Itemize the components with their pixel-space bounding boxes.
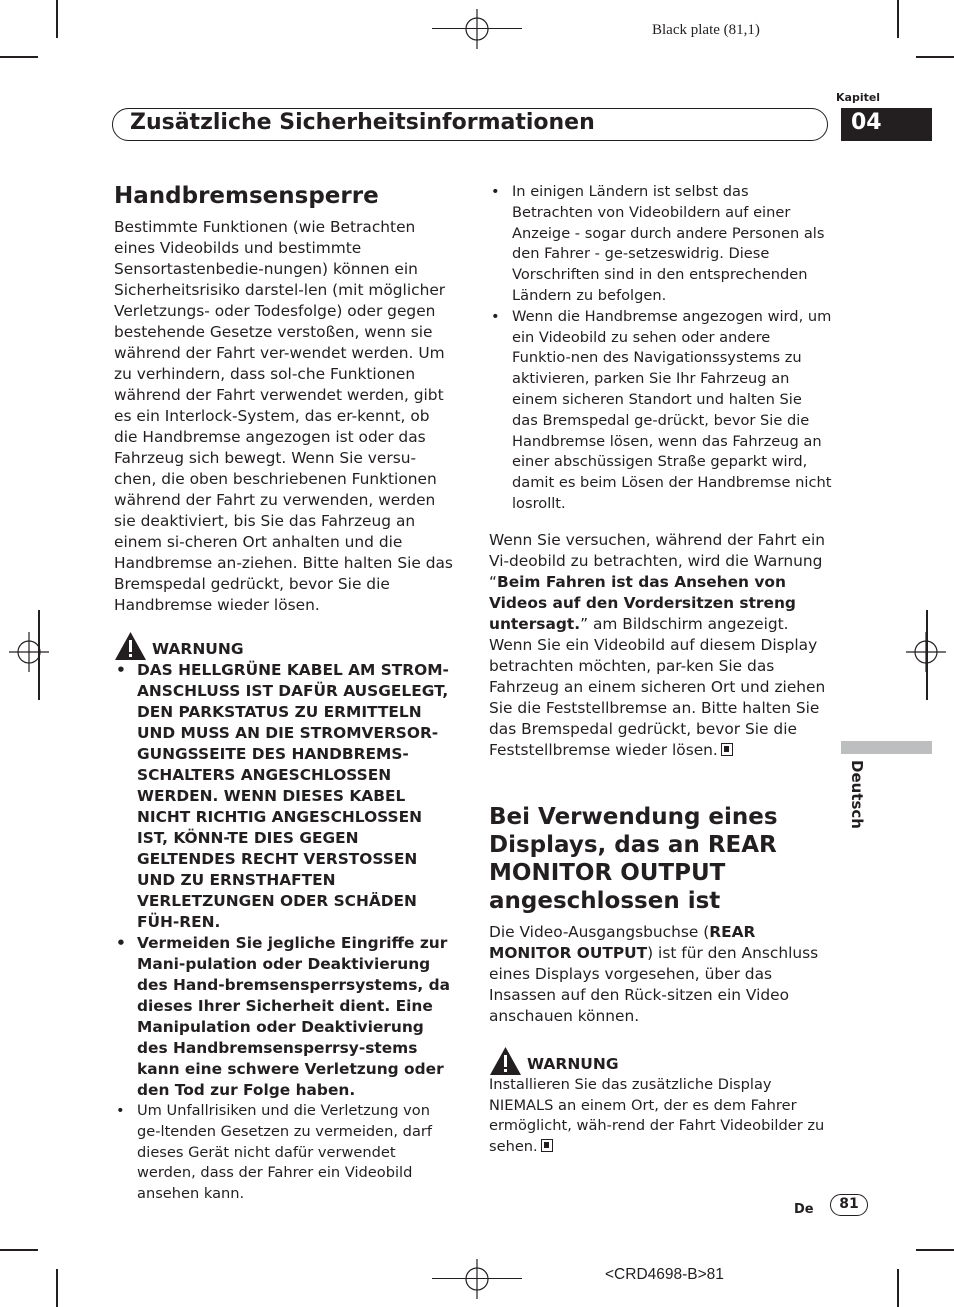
- paragraph-text: Wenn Sie versuchen, während der Fahrt ein Vi-deobild zu betrachten, wird die Warnung “: [489, 530, 825, 591]
- crop-mark: [0, 1249, 38, 1251]
- crop-mark: [916, 56, 954, 58]
- chapter-label: Kapitel: [836, 91, 881, 104]
- paragraph-text: ) ist für den Anschluss eines Displays vorgesehen, über das Insassen auf den Rück-sitzen ein Video anschauen können.: [489, 943, 819, 1025]
- paragraph-text: Die Video-Ausgangsbuchse (: [489, 922, 710, 941]
- right-column: [489, 182, 832, 1158]
- list-item-text: DAS HELLGRÜNE KABEL AM STROM-ANSCHLUSS IST DAFÜR AUSGELEGT, DEN PARKSTATUS ZU ERMITTELN UND MUSS AN DIE STROMVERSOR-GUNGSSEITE DES HANDBREMS-SCHALTERS ANGESCHLOSSEN WERDEN. WENN DIESES KABEL NICHT RICHTIG ANGESCHLOSSEN IST, KÖNN-TE DIES GEGEN GELTENDES RECHT VERSTOSSEN UND ZU ERNSTHAFTEN VERLETZUNGEN ODER SCHÄDEN FÜH-REN.: [137, 661, 449, 931]
- section-title: Zusätzliche Sicherheitsinformationen: [130, 110, 595, 135]
- warning-label: WARNUNG: [527, 1054, 619, 1073]
- bullet: •: [491, 307, 500, 325]
- list-item: [489, 182, 832, 307]
- warning-list: [114, 660, 456, 1205]
- crop-mark: [56, 1269, 58, 1307]
- page-heading: Handbremsensperre: [114, 183, 379, 209]
- bullet: •: [116, 661, 126, 679]
- page-number: 81: [830, 1194, 868, 1216]
- warning-triangle-icon: [489, 1046, 522, 1076]
- crop-mark: [916, 1249, 954, 1251]
- list-item: [114, 933, 456, 1101]
- registration-mark-icon: [9, 632, 49, 672]
- list-item-text: In einigen Ländern ist selbst das Betrachten von Videobildern auf einer Anzeige - sogar durch andere Personen als den Fahrer - ge-setzeswidrig. Diese Vorschriften sind in den entsprechenden Ländern zu befolgen.: [512, 183, 825, 304]
- crop-mark: [926, 610, 928, 700]
- warning-header: [114, 631, 456, 659]
- crop-mark: [897, 0, 899, 38]
- chapter-number: 04: [841, 108, 932, 141]
- crop-mark: [56, 0, 58, 38]
- bullet: •: [116, 934, 126, 952]
- list-item-text: Um Unfallrisiken und die Verletzung von ge-ltenden Gesetzen zu vermeiden, darf dieses Gerät nicht dafür verwendet werden, dass der Fahrer ein Videobild ansehen kann.: [137, 1102, 433, 1203]
- end-mark-icon: [721, 743, 733, 756]
- registration-mark-icon: [457, 1259, 497, 1299]
- bullet: •: [116, 1102, 125, 1119]
- registration-mark-icon: [457, 9, 497, 49]
- language-label: Deutsch: [848, 760, 866, 829]
- list-item-text: Wenn die Handbremse angezogen wird, um ein Videobild zu sehen oder andere Funktio-nen des Navigationssystems zu aktivieren, parken Sie Ihr Fahrzeug an einem sicheren Standort und halten Sie das Bremspedal ge-drückt, bevor Sie die Handbremse lösen, wenn das Fahrzeug an einer abschüssigen Straße geparkt wird, damit es beim Lösen der Handbremse nicht losrollt.: [512, 307, 832, 512]
- list-item-text: Vermeiden Sie jegliche Eingriffe zur Mani-pulation oder Deaktivierung des Hand-bremsensperrsystems, da dieses Ihrer Sicherheit dient. Eine Manipulation oder Deaktivierung des Handbremsensperrsy-stems kann eine schwere Verletzung oder den Tod zur Folge haben.: [137, 934, 450, 1099]
- document-code: <CRD4698-B>81: [605, 1266, 724, 1283]
- bullet: •: [491, 183, 500, 200]
- crop-mark: [897, 1269, 899, 1307]
- intro-paragraph: Bestimmte Funktionen (wie Betrachten eines Videobilds und bestimmte Sensortastenbedie-nungen) können ein Sicherheitsrisiko darstel-len (mit möglicher Verletzungs- oder Todesfolge) oder gegen bestehende Gesetze verstoßen, wenn sie während der Fahrt ver-wendet werden. Um zu verhindern, dass sol-che Funktionen während der Fahrt verwendet werden, gibt es ein Interlock-System, das er-kennt, ob die Handbremse angezogen ist oder das Fahrzeug sich bewegt. Wenn Sie versu-chen, die oben beschriebenen Funktionen während der Fahrt zu verwenden, werden sie deaktiviert, bis Sie das Fahrzeug an einem si-cheren Ort anhalten und die Handbremse an-ziehen. Bitte halten Sie das Bremspedal gedrückt, bevor Sie die Handbremse wieder lösen.: [114, 218, 453, 614]
- driving-warning-paragraph: [489, 530, 832, 761]
- end-mark-icon: [541, 1139, 553, 1152]
- paragraph-bold-text: Beim Fahren ist das Ansehen von Videos auf den Vordersitzen streng untersagt.: [489, 572, 796, 633]
- warning-text: [489, 1075, 832, 1158]
- list-item: [114, 1101, 456, 1205]
- section-heading: Bei Verwendung eines Displays, das an REAR MONITOR OUTPUT angeschlossen ist: [489, 803, 778, 914]
- paragraph-bold-text: REAR MONITOR OUTPUT: [489, 922, 756, 962]
- paragraph-text: Installieren Sie das zusätzliche Display NIEMALS an einem Ort, der es dem Fahrer ermöglicht, wäh-rend der Fahrt Videobilder zu sehen.: [489, 1075, 825, 1156]
- warning-triangle-icon: [114, 631, 147, 661]
- notes-list: [489, 182, 832, 515]
- rear-monitor-paragraph: [489, 922, 832, 1027]
- left-column: [114, 182, 456, 1205]
- plate-label: Black plate (81,1): [652, 22, 760, 38]
- list-item: [114, 660, 456, 933]
- language-tab: [841, 741, 932, 754]
- footer-language-code: De: [794, 1202, 814, 1217]
- list-item: [489, 307, 832, 515]
- warning-label: WARNUNG: [152, 640, 244, 658]
- warning-header: [489, 1046, 832, 1074]
- crop-mark: [0, 56, 38, 58]
- crop-mark: [38, 610, 40, 700]
- paragraph-text: ” am Bildschirm angezeigt. Wenn Sie ein Videobild auf diesem Display betrachten möchten, par-ken Sie das Fahrzeug an einem sicheren Ort und ziehen Sie die Feststellbremse an. Bitte halten Sie das Bremspedal gedrückt, bevor Sie die Feststellbremse wieder lösen.: [489, 614, 826, 759]
